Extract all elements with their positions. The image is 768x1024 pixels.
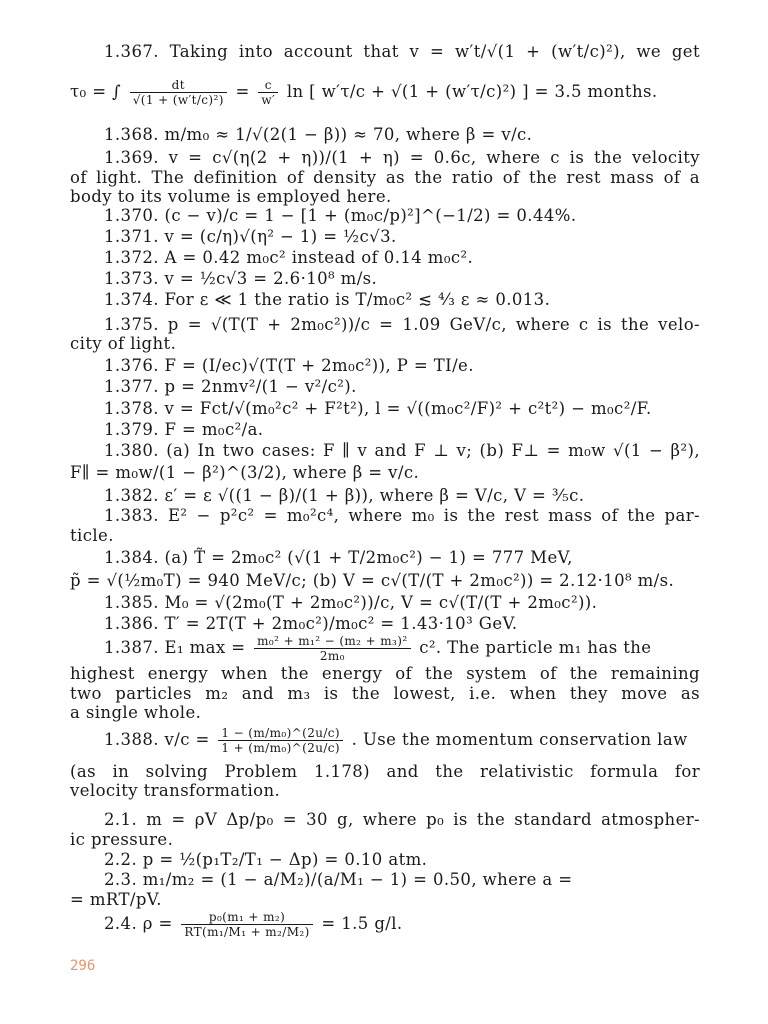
energy-max-lhs: 1.387. E₁ max = [104,638,246,657]
answer-1-371: 1.371. v = (c/η)√(η² − 1) = ½c√3. [104,227,397,246]
velocity-ratio-lhs: 1.388. v/c = [104,730,210,749]
answer-1-369-line2: of light. The definition of density as the ratio of the rest mass of a [70,168,700,187]
answer-1-367-line1: 1.367. Taking into account that v = w′t/√(1 + (w′t/c)²), we get [104,42,700,61]
answer-1-387-line3: two particles m₂ and m₃ is the lowest, i.e. when they move as [70,684,700,703]
integral-result: ln [ w′τ/c + √(1 + (w′τ/c)²) ] = 3.5 months. [286,82,658,101]
answer-1-387-line4: a single whole. [70,703,202,722]
answer-2-3-line1: 2.3. m₁/m₂ = (1 − a/M₂)/(a/M₁ − 1) = 0.50, where a = [104,870,573,889]
answer-1-387-line2: highest energy when the energy of the system of the remaining [70,664,700,683]
energy-max-rest: c². The particle m₁ has the [419,638,652,657]
answer-2-2: 2.2. p = ½(p₁T₂/T₁ − Δp) = 0.10 atm. [104,850,428,869]
answer-2-1-line1: 2.1. m = ρV Δp/p₀ = 30 g, where p₀ is the standard atmospher- [104,810,700,829]
integrand-fraction [130,78,227,107]
integrand-numerator: dt [130,78,227,93]
answer-1-387-line1 [104,634,700,663]
density-denominator: RT(m₁/M₁ + m₂/M₂) [184,925,310,939]
energy-max-numerator: m₀² + m₁² − (m₂ + m₃)² [254,634,410,649]
answer-1-374: 1.374. For ε ≪ 1 the ratio is T/m₀c² ≲ ⁴⁄₃ ε ≈ 0.013. [104,290,551,309]
integrand-denominator: √(1 + (w′t/c)²) [132,93,224,107]
answer-1-369-line1: 1.369. v = c√(η(2 + η))/(1 + η) = 0.6c, where c is the velocity [104,148,700,167]
answer-1-388-line2: (as in solving Problem 1.178) and the relativistic formula for [70,762,700,781]
answer-1-375-line2: city of light. [70,334,177,353]
answer-1-383-line1: 1.383. E² − p²c² = m₀²c⁴, where m₀ is the rest mass of the par- [104,506,700,525]
answer-1-372: 1.372. A = 0.42 m₀c² instead of 0.14 m₀c². [104,248,474,267]
integral-equals: = [235,82,250,101]
answer-1-373: 1.373. v = ½c√3 = 2.6·10⁸ m/s. [104,269,378,288]
answer-1-382: 1.382. ε′ = ε √((1 − β)/(1 + β)), where β = V/c, V = ³⁄₅c. [104,486,585,505]
density-fraction [181,910,312,939]
answer-2-1-line2: ic pressure. [70,830,174,849]
coefficient-fraction [258,78,278,107]
answer-1-384-line2: p̃ = √(½m₀T) = 940 MeV/c; (b) V = c√(T/(T + 2m₀c²)) = 2.12·10⁸ m/s. [70,571,675,590]
answer-1-379: 1.379. F = m₀c²/a. [104,420,264,439]
answer-2-3-line2: = mRT/pV. [70,890,162,909]
answer-2-4 [104,910,700,939]
energy-max-denominator: 2m₀ [319,649,345,663]
answer-1-380-line2: F∥ = m₀w/(1 − β²)^(3/2), where β = v/c. [70,463,420,482]
density-numerator: p₀(m₁ + m₂) [181,910,312,925]
answer-1-388-line1 [104,726,700,755]
velocity-ratio-denominator: 1 + (m/m₀)^(2u/c) [221,741,341,755]
answer-1-380-line1: 1.380. (a) In two cases: F ∥ v and F ⊥ v; (b) F⊥ = m₀w √(1 − β²), [104,441,700,460]
density-lhs: 2.4. ρ = [104,914,173,933]
velocity-ratio-fraction [218,726,343,755]
density-result: = 1.5 g/l. [321,914,403,933]
answer-1-385: 1.385. M₀ = √(2m₀(T + 2m₀c²))/c, V = c√(T/(T + 2m₀c²)). [104,593,598,612]
integral-lhs: τ₀ = ∫ [70,82,122,101]
answer-1-377: 1.377. p = 2nmv²/(1 − v²/c²). [104,377,357,396]
coefficient-numerator: c [258,78,278,93]
answer-1-388-line3: velocity transformation. [70,781,281,800]
answer-1-378: 1.378. v = Fct/√(m₀²c² + F²t²), l = √((m₀c²/F)² + c²t²) − m₀c²/F. [104,399,652,418]
answer-1-367-integral [70,78,700,107]
page-number: 296 [70,958,96,974]
answer-1-384-line1: 1.384. (a) T̃ = 2m₀c² (√(1 + T/2m₀c²) − 1) = 777 MeV, [104,548,573,567]
answer-1-383-line2: ticle. [70,526,114,545]
answer-1-375-line1: 1.375. p = √(T(T + 2m₀c²))/c = 1.09 GeV/c, where c is the velo- [104,315,700,334]
velocity-ratio-numerator: 1 − (m/m₀)^(2u/c) [218,726,343,741]
energy-max-fraction [254,634,410,663]
answer-1-368: 1.368. m/m₀ ≈ 1/√(2(1 − β)) ≈ 70, where β = v/c. [104,125,533,144]
answer-1-386: 1.386. T′ = 2T(T + 2m₀c²)/m₀c² = 1.43·10³ GeV. [104,614,518,633]
answer-1-376: 1.376. F = (I/ec)√(T(T + 2m₀c²)), P = TI/e. [104,356,474,375]
coefficient-denominator: w′ [261,93,276,107]
velocity-ratio-rest: . Use the momentum conservation law [351,730,688,749]
answer-1-369-line3: body to its volume is employed here. [70,187,392,206]
answer-1-370: 1.370. (c − v)/c = 1 − [1 + (m₀c/p)²]^(−1/2) = 0.44%. [104,206,577,225]
